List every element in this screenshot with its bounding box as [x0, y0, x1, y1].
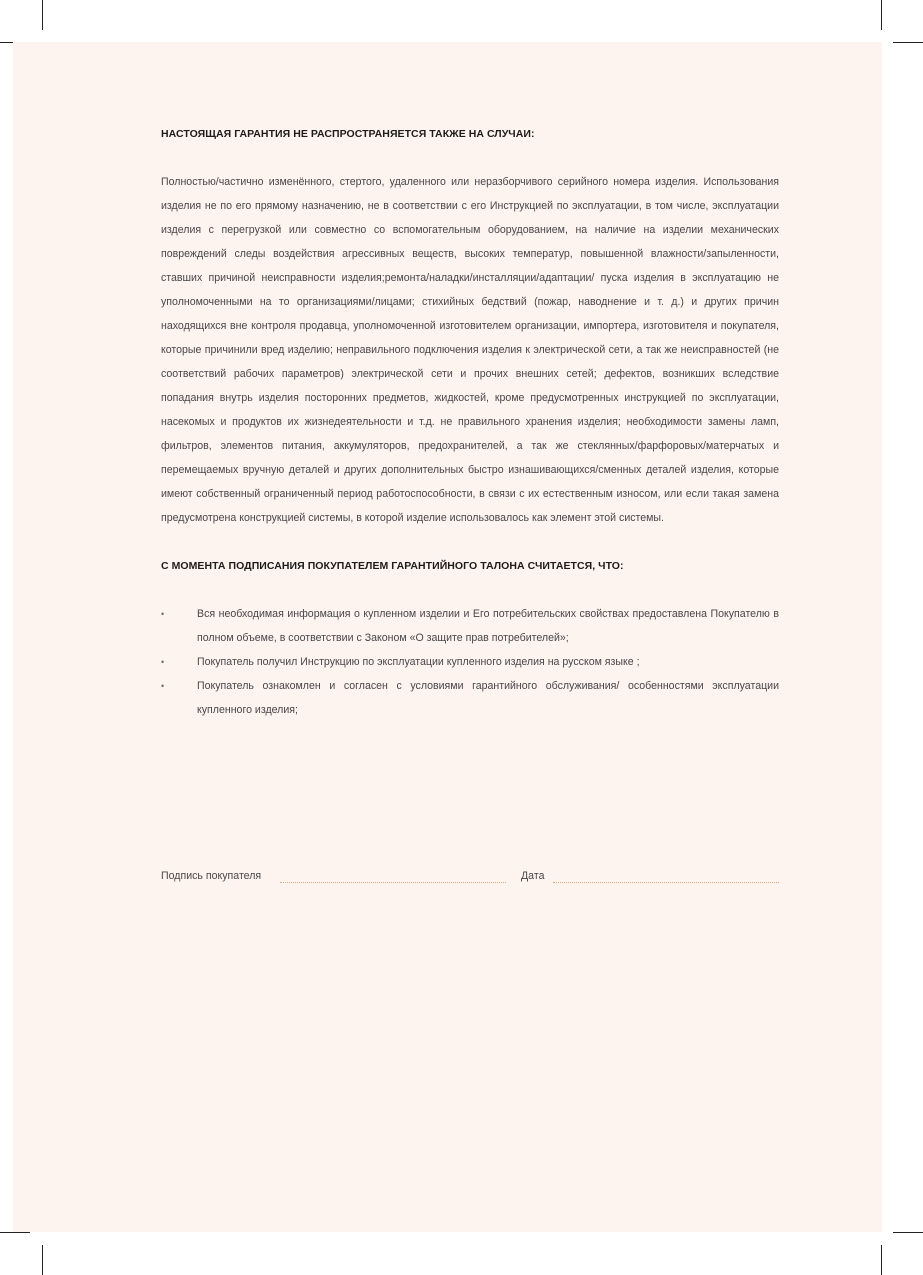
list-item-text: Покупатель ознакомлен и согласен с условиями гарантийного обслуживания/ особенностями эксплуатации купленного изделия; — [197, 680, 779, 716]
document-content — [161, 122, 779, 722]
exclusions-heading: НАСТОЯЩАЯ ГАРАНТИЯ НЕ РАСПРОСТРАНЯЕТСЯ ТАКЖЕ НА СЛУЧАИ: — [161, 128, 535, 140]
list-item-text: Вся необходимая информация о купленном изделии и Его потребительских свойствах предоставлена Покупателю в полном объеме, в соответствии с Законом «О защите прав потребителей»; — [197, 608, 779, 644]
crop-mark-top-right-vertical — [881, 0, 882, 30]
crop-mark-bottom-left-vertical — [42, 1245, 43, 1275]
crop-mark-bottom-right-horizontal — [893, 1232, 923, 1233]
list-item-text: Покупатель получил Инструкцию по эксплуатации купленного изделия на русском языке ; — [197, 656, 640, 668]
crop-mark-bottom-right-vertical — [881, 1245, 882, 1275]
buyer-signature-field[interactable] — [280, 882, 506, 883]
buyer-signature-label: Подпись покупателя — [161, 870, 262, 882]
crop-mark-bottom-left-horizontal — [0, 1232, 30, 1233]
bullet-icon: • — [161, 609, 165, 619]
list-item — [161, 674, 779, 722]
date-field[interactable] — [553, 882, 779, 883]
list-item — [161, 650, 779, 674]
acknowledgement-heading: С МОМЕНТА ПОДПИСАНИЯ ПОКУПАТЕЛЕМ ГАРАНТИЙНОГО ТАЛОНА СЧИТАЕТСЯ, ЧТО: — [161, 560, 624, 572]
exclusions-paragraph: Полностью/частично изменённого, стертого, удаленного или неразборчивого серийного номера изделия. Использования изделия не по его прямому назначению, не в соответствии с его Инструкцией по эксплуатации, в том числе, эксплуатации изделия с перегрузкой или совместно со вспомогательным оборудованием, на наличие на изделии механических повреждений следы воздействия агрессивных веществ, высоких температур, повышенной влажности/запыленности, ставших причиной неисправности изделия;ремонта/наладки/инсталляции/адаптации/ пуска изделия в эксплуатацию не уполномоченными на то организациями/лицами; стихийных бедствий (пожар, наводнение и т. д.) и других причин находящихся вне контроля продавца, уполномоченной изготовителем организации, импортера, изготовителя и покупателя, которые причинили вред изделию; неправильного подключения изделия к электрической сети, а так же неисправностей (не соответствий рабочих параметров) электрической сети и прочих внешних сетей; дефектов, возникших вследствие попадания внутрь изделия посторонних предметов, жидкостей, кроме предусмотренных инструкцией по эксплуатации, насекомых и продуктов их жизнедеятельности и т.д. не правильного хранения изделия; необходимости замены ламп, фильтров, элементов питания, аккумуляторов, предохранителей, а так же стеклянных/фарфоровых/матерчатых и перемещаемых вручную деталей и других дополнительных быстро изнашивающихся/сменных деталей изделия, которые имеют собственный ограниченный период работоспособности, в связи с их естественным износом, или если такая замена предусмотрена конструкцией системы, в которой изделие использовалось как элемент этой системы. — [161, 176, 779, 524]
acknowledgement-list — [161, 602, 779, 722]
list-item — [161, 602, 779, 650]
bullet-icon: • — [161, 657, 165, 667]
bullet-icon: • — [161, 681, 165, 691]
crop-mark-top-right-horizontal — [893, 42, 923, 43]
crop-mark-top-left-vertical — [42, 0, 43, 30]
signature-row — [161, 868, 779, 888]
date-label: Дата — [521, 870, 545, 882]
